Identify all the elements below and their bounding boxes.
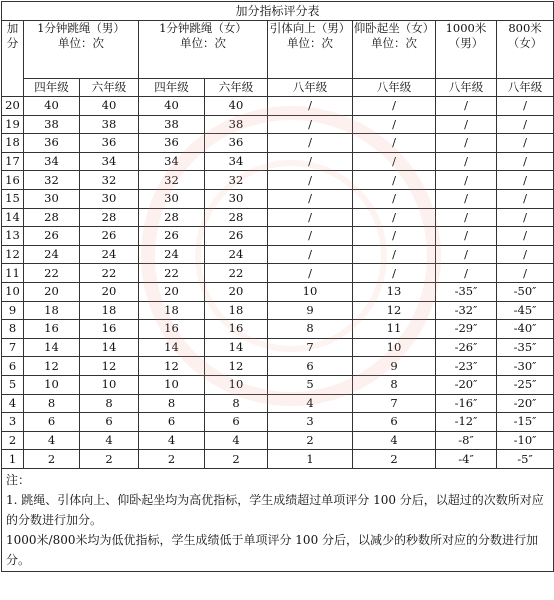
value-cell: 8 <box>24 394 80 413</box>
score-cell: 17 <box>2 152 24 171</box>
value-cell: 12 <box>353 301 436 320</box>
value-cell: 14 <box>205 338 268 357</box>
grade-header: 六年级 <box>80 79 139 97</box>
table-row <box>2 245 554 264</box>
score-cell: 10 <box>2 282 24 301</box>
value-cell: 10 <box>353 338 436 357</box>
value-cell: 4 <box>80 431 139 450</box>
value-cell: 28 <box>24 208 80 227</box>
value-cell: 16 <box>205 320 268 339</box>
value-cell: 8 <box>353 375 436 394</box>
grade-header: 八年级 <box>268 79 353 97</box>
value-cell: 30 <box>139 189 205 208</box>
value-cell: / <box>497 97 554 116</box>
value-cell: -25″ <box>497 375 554 394</box>
value-cell: 6 <box>353 413 436 432</box>
value-cell: 9 <box>268 301 353 320</box>
value-cell: 10 <box>80 375 139 394</box>
value-cell: 16 <box>80 320 139 339</box>
value-cell: / <box>497 245 554 264</box>
value-cell: / <box>497 208 554 227</box>
value-cell: 22 <box>139 264 205 283</box>
table-row <box>2 189 554 208</box>
value-cell: 38 <box>205 115 268 134</box>
value-cell: / <box>268 208 353 227</box>
value-cell: 2 <box>205 450 268 469</box>
value-cell: 26 <box>80 227 139 246</box>
table-row <box>2 97 554 116</box>
value-cell: 24 <box>139 245 205 264</box>
value-cell: / <box>353 227 436 246</box>
bonus-score-table <box>1 1 554 572</box>
value-cell: 28 <box>80 208 139 227</box>
value-cell: 32 <box>205 171 268 190</box>
score-cell: 1 <box>2 450 24 469</box>
value-cell: 32 <box>24 171 80 190</box>
value-cell: / <box>353 189 436 208</box>
grade-header: 八年级 <box>353 79 436 97</box>
value-cell: 18 <box>80 301 139 320</box>
score-cell: 6 <box>2 357 24 376</box>
value-cell: 8 <box>205 394 268 413</box>
table-row <box>2 394 554 413</box>
value-cell: 2 <box>24 450 80 469</box>
value-cell: / <box>436 208 497 227</box>
value-cell: 40 <box>205 97 268 116</box>
table-row <box>2 338 554 357</box>
value-cell: / <box>436 245 497 264</box>
value-cell: 12 <box>139 357 205 376</box>
value-cell: / <box>497 134 554 153</box>
value-cell: 38 <box>139 115 205 134</box>
value-cell: / <box>497 189 554 208</box>
value-cell: / <box>436 171 497 190</box>
value-cell: / <box>436 189 497 208</box>
value-cell: 11 <box>353 320 436 339</box>
value-cell: 14 <box>139 338 205 357</box>
header-800m-female: 800米（女） <box>497 21 554 79</box>
value-cell: 24 <box>24 245 80 264</box>
header-situp-female: 仰卧起坐（女） 单位：次 <box>353 21 436 79</box>
table-row <box>2 431 554 450</box>
value-cell: 30 <box>24 189 80 208</box>
score-cell: 2 <box>2 431 24 450</box>
value-cell: 28 <box>205 208 268 227</box>
value-cell: 8 <box>268 320 353 339</box>
header-rope-female: 1分钟跳绳（女） 单位：次 <box>139 21 268 79</box>
table-row <box>2 413 554 432</box>
value-cell: 40 <box>24 97 80 116</box>
value-cell: 16 <box>139 320 205 339</box>
header-1000m-male: 1000米（男） <box>436 21 497 79</box>
value-cell: 6 <box>24 413 80 432</box>
value-cell: 4 <box>205 431 268 450</box>
value-cell: 24 <box>205 245 268 264</box>
value-cell: 10 <box>268 282 353 301</box>
value-cell: 26 <box>205 227 268 246</box>
notes-line-1: 1. 跳绳、引体向上、仰卧起坐均为高优指标，学生成绩超过单项评分 100 分后，以超过的次数所对应的分数进行加分。 <box>6 492 544 527</box>
value-cell: / <box>436 97 497 116</box>
table-row <box>2 282 554 301</box>
table-row <box>2 357 554 376</box>
value-cell: 6 <box>139 413 205 432</box>
score-cell: 8 <box>2 320 24 339</box>
value-cell: 6 <box>205 413 268 432</box>
score-cell: 20 <box>2 97 24 116</box>
value-cell: 13 <box>353 282 436 301</box>
table-row <box>2 208 554 227</box>
score-cell: 3 <box>2 413 24 432</box>
value-cell: 18 <box>24 301 80 320</box>
value-cell: 4 <box>24 431 80 450</box>
value-cell: 5 <box>268 375 353 394</box>
value-cell: / <box>436 264 497 283</box>
score-cell: 4 <box>2 394 24 413</box>
table-row <box>2 171 554 190</box>
value-cell: / <box>268 134 353 153</box>
table-row <box>2 301 554 320</box>
value-cell: 22 <box>80 264 139 283</box>
grade-header: 六年级 <box>205 79 268 97</box>
value-cell: 34 <box>24 152 80 171</box>
grade-header: 四年级 <box>24 79 80 97</box>
value-cell: / <box>497 227 554 246</box>
value-cell: 34 <box>80 152 139 171</box>
value-cell: 34 <box>205 152 268 171</box>
table-row <box>2 264 554 283</box>
value-cell: / <box>497 264 554 283</box>
value-cell: 36 <box>205 134 268 153</box>
value-cell: / <box>268 245 353 264</box>
value-cell: 38 <box>80 115 139 134</box>
value-cell: 14 <box>24 338 80 357</box>
table-row <box>2 375 554 394</box>
value-cell: 4 <box>139 431 205 450</box>
notes-label: 注： <box>6 472 31 487</box>
value-cell: 36 <box>24 134 80 153</box>
value-cell: 26 <box>24 227 80 246</box>
value-cell: / <box>268 115 353 134</box>
value-cell: 3 <box>268 413 353 432</box>
value-cell: 12 <box>80 357 139 376</box>
value-cell: 18 <box>205 301 268 320</box>
value-cell: -12″ <box>436 413 497 432</box>
value-cell: -32″ <box>436 301 497 320</box>
value-cell: -20″ <box>436 375 497 394</box>
value-cell: -29″ <box>436 320 497 339</box>
value-cell: 6 <box>80 413 139 432</box>
table-row <box>2 115 554 134</box>
score-cell: 12 <box>2 245 24 264</box>
value-cell: / <box>268 227 353 246</box>
score-cell: 18 <box>2 134 24 153</box>
value-cell: 12 <box>24 357 80 376</box>
value-cell: 32 <box>80 171 139 190</box>
table-title: 加分指标评分表 <box>2 2 554 21</box>
score-cell: 16 <box>2 171 24 190</box>
value-cell: 30 <box>80 189 139 208</box>
value-cell: 4 <box>268 394 353 413</box>
value-cell: 22 <box>205 264 268 283</box>
value-cell: -35″ <box>436 282 497 301</box>
value-cell: / <box>436 227 497 246</box>
value-cell: / <box>268 152 353 171</box>
value-cell: / <box>268 171 353 190</box>
value-cell: 2 <box>80 450 139 469</box>
value-cell: / <box>497 171 554 190</box>
value-cell: -35″ <box>497 338 554 357</box>
value-cell: / <box>497 152 554 171</box>
value-cell: 26 <box>139 227 205 246</box>
value-cell: 10 <box>24 375 80 394</box>
value-cell: 24 <box>80 245 139 264</box>
value-cell: 32 <box>139 171 205 190</box>
value-cell: 7 <box>353 394 436 413</box>
score-column-header: 加分 <box>2 21 24 97</box>
value-cell: 10 <box>139 375 205 394</box>
value-cell: -20″ <box>497 394 554 413</box>
header-pullup-male: 引体向上（男） 单位：次 <box>268 21 353 79</box>
value-cell: 10 <box>205 375 268 394</box>
value-cell: / <box>353 134 436 153</box>
notes-cell <box>2 468 554 571</box>
value-cell: / <box>353 208 436 227</box>
score-table-document <box>1 1 553 599</box>
value-cell: -5″ <box>497 450 554 469</box>
value-cell: / <box>268 97 353 116</box>
value-cell: 8 <box>139 394 205 413</box>
value-cell: -16″ <box>436 394 497 413</box>
score-cell: 9 <box>2 301 24 320</box>
value-cell: 36 <box>80 134 139 153</box>
value-cell: 2 <box>139 450 205 469</box>
grade-header: 八年级 <box>497 79 554 97</box>
value-cell: / <box>436 115 497 134</box>
value-cell: 20 <box>139 282 205 301</box>
notes-line-2: 1000米/800米均为低优指标，学生成绩低于单项评分 100 分后，以减少的秒数所对应的分数进行加分。 <box>6 532 539 567</box>
value-cell: / <box>353 245 436 264</box>
value-cell: 18 <box>139 301 205 320</box>
score-cell: 13 <box>2 227 24 246</box>
value-cell: 20 <box>24 282 80 301</box>
table-row <box>2 320 554 339</box>
value-cell: 1 <box>268 450 353 469</box>
value-cell: / <box>436 134 497 153</box>
value-cell: / <box>268 189 353 208</box>
value-cell: 4 <box>353 431 436 450</box>
value-cell: / <box>353 264 436 283</box>
value-cell: 40 <box>80 97 139 116</box>
value-cell: 8 <box>80 394 139 413</box>
value-cell: -10″ <box>497 431 554 450</box>
value-cell: 30 <box>205 189 268 208</box>
table-row <box>2 134 554 153</box>
value-cell: 20 <box>80 282 139 301</box>
score-cell: 14 <box>2 208 24 227</box>
table-row <box>2 152 554 171</box>
value-cell: 12 <box>205 357 268 376</box>
value-cell: -40″ <box>497 320 554 339</box>
value-cell: -30″ <box>497 357 554 376</box>
value-cell: / <box>353 171 436 190</box>
value-cell: 22 <box>24 264 80 283</box>
value-cell: -50″ <box>497 282 554 301</box>
header-rope-male: 1分钟跳绳（男） 单位：次 <box>24 21 139 79</box>
value-cell: / <box>436 152 497 171</box>
grade-header: 八年级 <box>436 79 497 97</box>
table-row <box>2 227 554 246</box>
value-cell: -26″ <box>436 338 497 357</box>
table-row <box>2 450 554 469</box>
value-cell: / <box>497 115 554 134</box>
value-cell: / <box>353 115 436 134</box>
value-cell: / <box>353 97 436 116</box>
score-cell: 11 <box>2 264 24 283</box>
value-cell: 9 <box>353 357 436 376</box>
value-cell: 40 <box>139 97 205 116</box>
value-cell: -23″ <box>436 357 497 376</box>
value-cell: 38 <box>24 115 80 134</box>
value-cell: -45″ <box>497 301 554 320</box>
value-cell: 36 <box>139 134 205 153</box>
value-cell: 2 <box>353 450 436 469</box>
value-cell: 34 <box>139 152 205 171</box>
score-cell: 19 <box>2 115 24 134</box>
value-cell: / <box>353 152 436 171</box>
value-cell: 28 <box>139 208 205 227</box>
value-cell: 7 <box>268 338 353 357</box>
value-cell: -8″ <box>436 431 497 450</box>
value-cell: -4″ <box>436 450 497 469</box>
score-cell: 15 <box>2 189 24 208</box>
value-cell: 6 <box>268 357 353 376</box>
value-cell: 2 <box>268 431 353 450</box>
score-cell: 5 <box>2 375 24 394</box>
value-cell: 16 <box>24 320 80 339</box>
value-cell: / <box>268 264 353 283</box>
value-cell: 20 <box>205 282 268 301</box>
score-cell: 7 <box>2 338 24 357</box>
value-cell: 14 <box>80 338 139 357</box>
value-cell: -15″ <box>497 413 554 432</box>
grade-header: 四年级 <box>139 79 205 97</box>
